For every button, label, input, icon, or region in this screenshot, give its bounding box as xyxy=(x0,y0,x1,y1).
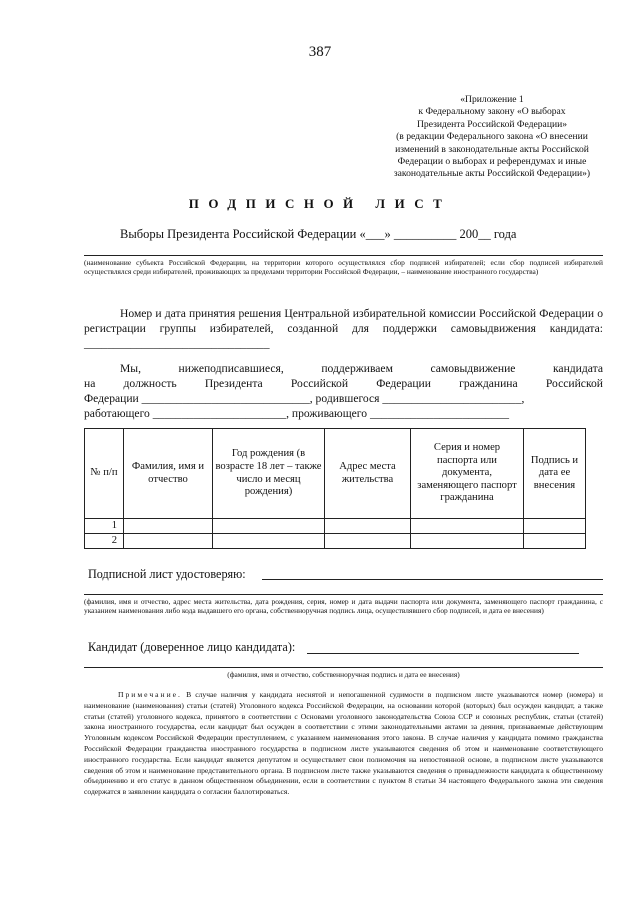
table-cell[interactable] xyxy=(325,534,411,549)
table-header-row xyxy=(85,429,586,519)
table-row xyxy=(85,519,586,534)
page-number: 387 xyxy=(308,44,332,60)
candidate-note xyxy=(84,670,603,679)
table-cell[interactable] xyxy=(124,534,213,549)
column-header: № п/п xyxy=(85,429,124,519)
certify-note: (фамилия, имя и отчество, адрес места жительства, дата рождения, серия, номер и дата выдачи паспорта или документа, заменяющего паспорт гражданина, с указанием наименования либо кода выдавшего его органа, собственноручная подпись лица, осуществлявшего сбор подписей, и дата ее внесения) xyxy=(84,597,603,616)
candidate-label: Кандидат (доверенное лицо кандидата): xyxy=(88,640,296,654)
support-line: на должность Президента Российской Федерации гражданина Российской xyxy=(84,377,603,390)
column-header: Адрес места жительства xyxy=(325,429,411,519)
table-cell[interactable] xyxy=(411,534,524,549)
election-line: Выборы Президента Российской Федерации «___» __________ 200__ года xyxy=(120,227,517,241)
table-cell[interactable] xyxy=(124,519,213,534)
table-cell[interactable] xyxy=(524,519,586,534)
appendix-line: Федерации о выборах и референдумах и иные xyxy=(397,156,587,168)
support-line: Мы, нижеподписавшиеся, поддерживаем самовыдвижение кандидата xyxy=(120,362,603,375)
certify-label: Подписной лист удостоверяю: xyxy=(88,567,246,581)
subject-blank-line xyxy=(84,255,603,256)
appendix-line: (в редакции Федерального закона «О внесении xyxy=(396,131,588,143)
candidate-blank-line[interactable] xyxy=(307,653,579,654)
column-header: Подпись и дата ее внесения xyxy=(524,429,586,519)
table-cell[interactable] xyxy=(524,534,586,549)
column-header: Серия и номер паспорта или документа, заменяющего паспорт гражданина xyxy=(411,429,524,519)
appendix-line: к Федеральному закону «О выборах xyxy=(418,106,566,118)
footnote-label: Примечание. xyxy=(118,690,182,699)
signatures-table xyxy=(84,428,586,549)
appendix-line: Президента Российской Федерации» xyxy=(416,118,568,130)
table-cell[interactable] xyxy=(411,519,524,534)
footnote xyxy=(84,690,603,798)
table-cell[interactable] xyxy=(325,519,411,534)
candidate-note-text: (фамилия, имя и отчество, собственноручная подпись и дата ее внесения) xyxy=(227,670,460,679)
certify-blank-line[interactable] xyxy=(262,579,603,580)
support-line: работающего _______________________, проживающего ________________________ xyxy=(84,407,510,420)
row-number: 1 xyxy=(85,519,124,534)
support-line: Федерации _____________________________, родившегося ________________________, xyxy=(84,392,525,405)
decision-text: Номер и дата принятия решения Центральной избирательной комиссии Российской Федерации о регистрации группы избирателей, созданной для поддержки самовыдвижения кандидата: ________________________________ xyxy=(84,307,603,350)
candidate-blank-line-2[interactable] xyxy=(84,667,603,668)
appendix-line: изменений в законодательные акты Российской xyxy=(395,143,589,155)
footnote-text: В случае наличия у кандидата неснятой и непогашенной судимости в подписном листе указываются номер (номера) и наименование (наименования) статьи (статей) Уголовного кодекса Российской Федерации, на основании которой (которых) был осужден кандидат, а также статьи (статей) уголовного кодекса, принятого в соответствии с Основами уголовного законодательства Союза ССР и союзных республик, статьи (статей) закона иностранного государства, если кандидат был осужден в соответствии с этими законодательными актами за деяния, признаваемые действующим Уголовным кодексом Российской Федерации преступлением, с указанием наименования этого закона. В случае наличия у кандидата помимо гражданства Российской Федерации гражданства иностранного государства в подписном листе указываются сведения об этом и наименование соответствующего иностранного государства. Если кандидат является депутатом и осуществляет свои полномочия на непостоянной основе, в подписном листе указываются сведения об этом и наименование представительного органа. В подписном листе также указываются сведения о принадлежности кандидата к общественному объединению и его статус в данном общественном объединении, если в соответствии с пунктом 8 статьи 34 настоящего Федерального закона эти сведения содержатся в заявлении кандидата о согласии баллотироваться. xyxy=(84,690,603,797)
appendix-note xyxy=(372,94,612,181)
appendix-line: «Приложение 1 xyxy=(460,94,524,105)
support-paragraph xyxy=(84,361,603,421)
certify-blank-line-2[interactable] xyxy=(84,594,603,595)
column-header: Год рождения (в возрасте 18 лет – также число и месяц рождения) xyxy=(213,429,325,519)
appendix-line: законодательные акты Российской Федерации») xyxy=(393,168,591,180)
row-number: 2 xyxy=(85,534,124,549)
document-title: ПОДПИСНОЙ ЛИСТ xyxy=(188,196,452,211)
subject-note: (наименование субъекта Российской Федерации, на территории которого осуществлялся сбор подписей избирателей; если сбор подписей избирателей осуществлялся среди избирателей, проживающих за пределами территории Российской Федерации, – наименование иностранного государства) xyxy=(84,258,603,277)
table-cell[interactable] xyxy=(213,519,325,534)
table-row xyxy=(85,534,586,549)
table-cell[interactable] xyxy=(213,534,325,549)
column-header: Фамилия, имя и отчество xyxy=(124,429,213,519)
